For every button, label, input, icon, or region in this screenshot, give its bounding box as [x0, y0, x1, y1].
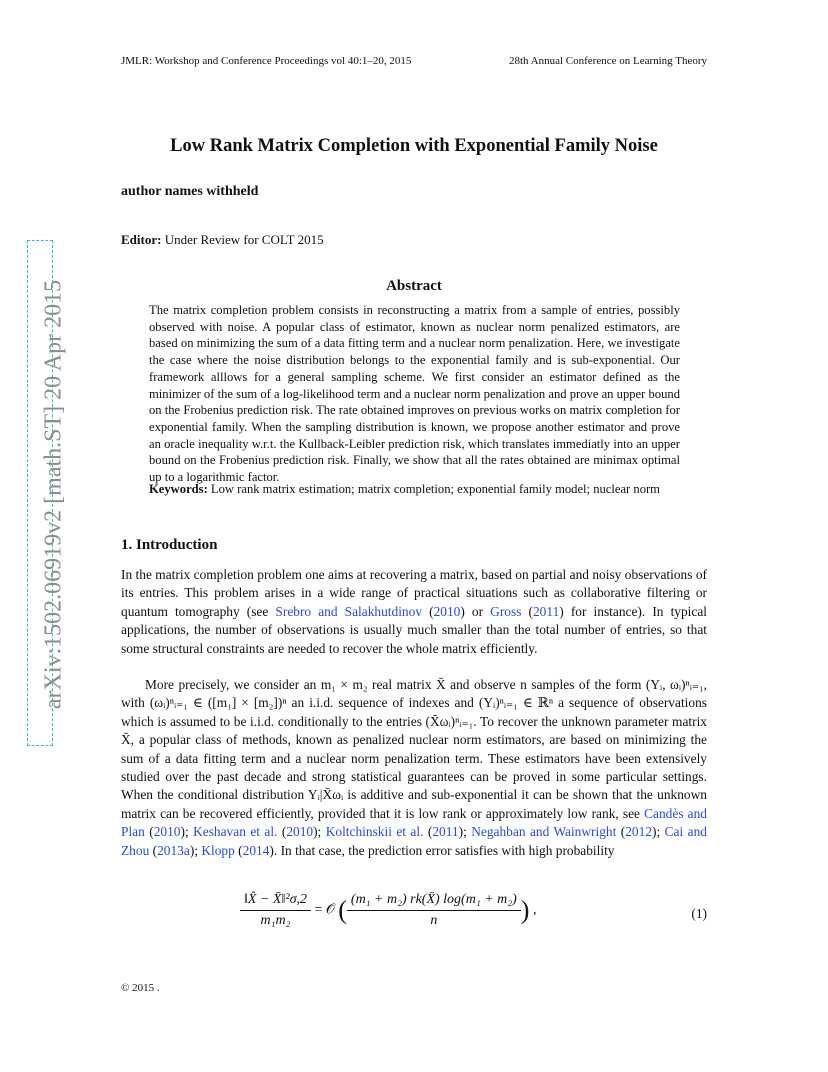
running-header-left: JMLR: Workshop and Conference Proceedings vol 40:1–20, 2015: [121, 55, 412, 67]
citation-year-link[interactable]: 2013a: [157, 842, 190, 858]
equation-right-paren: ): [520, 895, 530, 925]
para1-text-a: In the matrix completion problem one aims at recovering a matrix, based on partial and noisy observations of its entries. This problem arises in a wide range of practical situations such as collaborative filtering or quantum tomography (see: [121, 567, 707, 619]
keywords-label: Keywords:: [149, 482, 208, 496]
arxiv-stamp-text: arXiv:1502.06919v2 [math.ST] 20 Apr 2015: [40, 279, 67, 710]
equation-left-paren: (: [338, 895, 347, 925]
display-equation: [240, 892, 536, 929]
intro-paragraph-1: In the matrix completion problem one aims at recovering a matrix, based on partial and noisy observations of its entries. This problem arises in a wide range of practical situations such as collaborative filtering or quantum tomography (see Srebro and Salakhutdinov (2010) or Gross (2011) for instance). In typical applications, the number of observations is usually much smaller than the total number of entries, so that some structural constraints are needed to recover the whole matrix efficiently.: [121, 567, 708, 656]
equation-rhs-numerator: (m₁ + m₂) rk(X̄) log(m₁ + m₂): [347, 892, 521, 911]
citation-year-link[interactable]: 2011: [432, 824, 459, 840]
citation-link[interactable]: Keshavan et al.: [193, 824, 278, 840]
citation-link[interactable]: Klopp: [201, 842, 235, 858]
equation-tail: ,: [532, 902, 537, 918]
editor-line: [121, 232, 324, 248]
running-header-right: 28th Annual Conference on Learning Theory: [508, 55, 707, 67]
equation-number: (1): [691, 906, 707, 921]
citation-link[interactable]: Negahban and Wainwright: [471, 824, 617, 840]
citation-year-link[interactable]: 2014: [242, 842, 270, 858]
copyright-footer: © 2015 .: [121, 982, 160, 994]
keywords-text: Low rank matrix estimation; matrix completion; exponential family model; nuclear norm: [210, 482, 660, 496]
author-line: author names withheld: [121, 184, 259, 199]
para2-text-a: More precisely, we consider an m₁ × m₂ real matrix X̄ and observe n samples of the form (Yᵢ, ωᵢ)ⁿᵢ₌₁, with (ωᵢ)ⁿᵢ₌₁ ∈ ([m₁] × [m₂])ⁿ an i.i.d. sequence of indexes and (Yᵢ)ⁿᵢ₌₁ ∈ ℝⁿ a sequence of observations which is assumed to be i.i.d. conditionally to the entries (X̄ωᵢ)ⁿᵢ₌₁. To recover the unknown parameter matrix X̄, a popular class of methods, known as penalized nuclear norm estimators, are based on minimizing the sum of a data fitting term and a nuclear norm penalization term. These estimators have been extensively studied over the past decade and strong statistical guarantees can be proved in some particular settings. When the conditional distribution Yᵢ|X̄ωᵢ is additive and sub-exponential it can be shown that the unknown matrix can be recovered efficiently, provided that it is low rank or approximately low rank, see: [121, 677, 707, 821]
equation-lhs-numerator: ‖X̂ − X̄‖²σ,2: [240, 892, 311, 911]
intro-paragraph-2: More precisely, we consider an m₁ × m₂ real matrix X̄ and observe n samples of the form (Yᵢ, ωᵢ)ⁿᵢ₌₁, with (ωᵢ)ⁿᵢ₌₁ ∈ ([m₁] × [m₂])ⁿ an i.i.d. sequence of indexes and (Yᵢ)ⁿᵢ₌₁ ∈ ℝⁿ a sequence of observations which is assumed to be i.i.d. conditionally to the entries (X̄ωᵢ)ⁿᵢ₌₁. To recover the unknown parameter matrix X̄, a popular class of methods, known as penalized nuclear norm estimators, are based on minimizing the sum of a data fitting term and a nuclear norm penalization term. These estimators have been extensively studied over the past decade and strong statistical guarantees can be proved in some particular settings. When the conditional distribution Yᵢ|X̄ωᵢ is additive and sub-exponential it can be shown that the unknown matrix can be recovered efficiently, provided that it is low rank or approximately low rank, see Candès and Plan (2010); Keshavan et al. (2010); Koltchinskii et al. (2011); Negahban and Wainwright (2012); Cai and Zhou (2013a); Klopp (2014). In that case, the prediction error satisfies with high probability: [121, 677, 707, 858]
citation-year-link[interactable]: 2010: [433, 603, 461, 619]
section-heading-introduction: 1. Introduction: [121, 537, 218, 553]
abstract-body: The matrix completion problem consists in reconstructing a matrix from a sample of entries, possibly observed with noise. A popular class of estimator, known as nuclear norm penalized estimators, are based on minimizing the sum of a data fitting term and a nuclear norm penalization. Here, we investigate the case where the noise distribution belongs to the exponential family and is sub-exponential. Our framework alllows for a general sampling scheme. We first consider an estimator defined as the minimizer of the sum of a log-likelihood term and a nuclear norm penalization and prove an upper bound on the Frobenius prediction risk. The rate obtained improves on previous works on matrix completion for exponential family. When the sampling distribution is known, we propose another estimator and prove an oracle inequality w.r.t. the Kullback-Leibler prediction risk, which translates immediatly into an upper bound on the Frobenius prediction risk. Finally, we show that all the rates obtained are minimax optimal up to a logarithmic factor.: [149, 303, 680, 485]
citation-link[interactable]: Srebro and Salakhutdinov: [275, 603, 423, 619]
citation-link[interactable]: Koltchinskii et al.: [325, 824, 424, 840]
paper-title: Low Rank Matrix Completion with Exponential Family Noise: [170, 136, 658, 156]
para1-text-c: ) for instance). In typical applications, the number of observations is usually much smaller than the total number of entries, so that some structural constraints are needed to recover the whole matrix efficiently.: [121, 603, 708, 656]
keywords: [149, 481, 680, 498]
citation-link[interactable]: Candès and Plan: [121, 805, 707, 840]
equation-lhs-denominator: m₁m₂: [260, 913, 291, 928]
citation-link[interactable]: Gross: [490, 603, 522, 619]
citation-year-link[interactable]: 2010: [286, 824, 314, 840]
abstract-heading: Abstract: [386, 278, 442, 294]
citation-year-link[interactable]: 2012: [625, 824, 653, 840]
citation-year-link[interactable]: 2010: [153, 824, 181, 840]
citation-year-link[interactable]: 2011: [532, 603, 560, 619]
editor-label: Editor:: [121, 232, 162, 247]
equation-rhs-fraction: [347, 892, 521, 929]
arxiv-stamp-box: [27, 240, 67, 746]
para2-text-end: ). In that case, the prediction error satisfies with high probability: [269, 842, 615, 858]
equation-rhs-denominator: n: [430, 913, 438, 928]
editor-value: Under Review for COLT 2015: [164, 232, 324, 247]
equation-relation: = 𝒪: [314, 902, 335, 918]
para1-text-b: ) or: [460, 603, 491, 619]
equation-lhs-fraction: [240, 892, 311, 929]
citation-link[interactable]: Cai and Zhou: [121, 824, 707, 858]
